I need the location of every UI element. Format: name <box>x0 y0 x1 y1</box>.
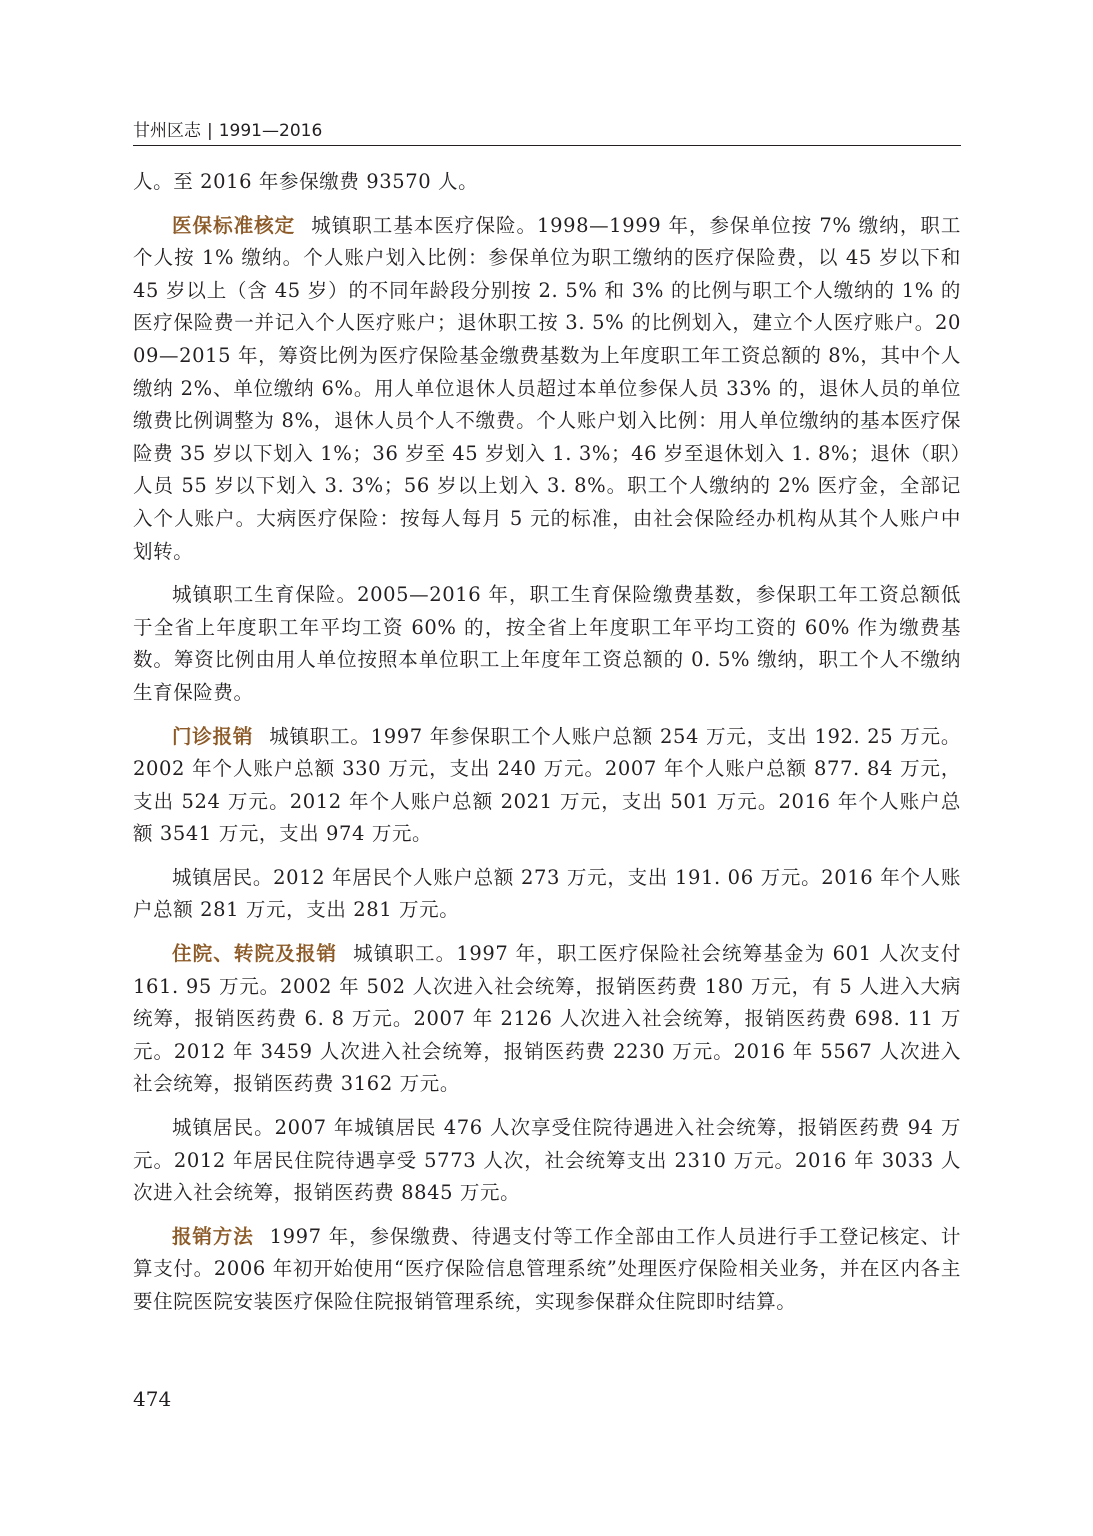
paragraph-hospitalization <box>133 938 961 1101</box>
paragraph-outpatient-reimbursement <box>133 721 961 851</box>
section-heading: 医保标准核定 <box>172 213 296 237</box>
paragraph-outpatient-residents <box>133 862 961 927</box>
paragraph-continuation <box>133 166 961 199</box>
paragraph-reimbursement-method <box>133 1221 961 1319</box>
paragraph-text: 人。至 2016 年参保缴费 93570 人。 <box>133 170 479 193</box>
header-separator: | <box>207 121 213 141</box>
body-text <box>133 166 961 1330</box>
paragraph-text: 城镇职工。1997 年参保职工个人账户总额 254 万元，支出 192. 25 万元。2002 年个人账户总额 330 万元，支出 240 万元。2007 年个人账户总额 877. 84 万元，支出 524 万元。2012 年个人账户总额 2021 万元，支出 501 万元。2016 年个人账户总额 3541 万元，支出 974 万元。 <box>133 724 961 846</box>
header-years: 1991—2016 <box>218 121 323 141</box>
paragraph-text: 城镇居民。2007 年城镇居民 476 人次享受住院待遇进入社会统筹，报销医药费 94 万元。2012 年居民住院待遇享受 5773 人次，社会统筹支出 2310 万元。2016 年 3033 人次进入社会统筹，报销医药费 8845 万元。 <box>133 1116 961 1205</box>
paragraph-maternity-insurance <box>133 579 961 709</box>
paragraph-text: 城镇职工基本医疗保险。1998—1999 年，参保单位按 7% 缴纳，职工个人按 1% 缴纳。个人账户划入比例：参保单位为职工缴纳的医疗保险费，以 45 岁以下和 45 岁以上（含 45 岁）的不同年龄段分别按 2. 5% 和 3% 的比例与职工个人缴纳的 1% 的医疗保险费一并记入个人医疗账户；退休职工按 3. 5% 的比例划入，建立个人医疗账户。2009—2015 年，筹资比例为医疗保险基金缴费基数为上年度职工年工资总额的 8%，其中个人缴纳 2%、单位缴纳 6%。用人单位退休人员超过本单位参保人员 33% 的，退休人员的单位缴费比例调整为 8%，退休人员个人不缴费。个人账户划入比例：用人单位缴纳的基本医疗保险费 35 岁以下划入 1%；36 岁至 45 岁划入 1. 3%；46 岁至退休划入 1. 8%；退休（职）人员 55 岁以下划入 3. 3%；56 岁以上划入 3. 8%。职工个人缴纳的 2% 医疗金，全部记入个人账户。大病医疗保险：按每人每月 5 元的标准，由社会保险经办机构从其个人账户中划转。 <box>133 213 961 563</box>
paragraph-hospitalization-residents <box>133 1112 961 1210</box>
paragraph-standard-assessment <box>133 210 961 569</box>
running-head <box>133 119 961 146</box>
section-heading: 住院、转院及报销 <box>172 942 338 966</box>
page-number: 474 <box>133 1387 172 1411</box>
paragraph-text: 城镇职工。1997 年，职工医疗保险社会统筹基金为 601 人次支付 161. 95 万元。2002 年 502 人次进入社会统筹，报销医药费 180 万元，有 5 人进入大病统筹，报销医药费 6. 8 万元。2007 年 2126 人次进入社会统筹，报销医药费 698. 11 万元。2012 年 3459 人次进入社会统筹，报销医药费 2230 万元。2016 年 5567 人次进入社会统筹，报销医药费 3162 万元。 <box>133 942 961 1096</box>
paragraph-text: 城镇职工生育保险。2005—2016 年，职工生育保险缴费基数，参保职工年工资总额低于全省上年度职工年平均工资 60% 的，按全省上年度职工年平均工资的 60% 作为缴费基数。筹资比例由用人单位按照本单位职工上年度年工资总额的 0. 5% 缴纳，职工个人不缴纳生育保险费。 <box>133 583 961 704</box>
book-title: 甘州区志 <box>133 121 201 141</box>
section-heading: 门诊报销 <box>172 724 254 748</box>
paragraph-text: 1997 年，参保缴费、待遇支付等工作全部由工作人员进行手工登记核定、计算支付。2006 年初开始使用“医疗保险信息管理系统”处理医疗保险相关业务，并在区内各主要住院医院安装医疗保险住院报销管理系统，实现参保群众住院即时结算。 <box>133 1224 961 1313</box>
section-heading: 报销方法 <box>172 1224 254 1248</box>
paragraph-text: 城镇居民。2012 年居民个人账户总额 273 万元，支出 191. 06 万元。2016 年个人账户总额 281 万元，支出 281 万元。 <box>133 865 961 922</box>
